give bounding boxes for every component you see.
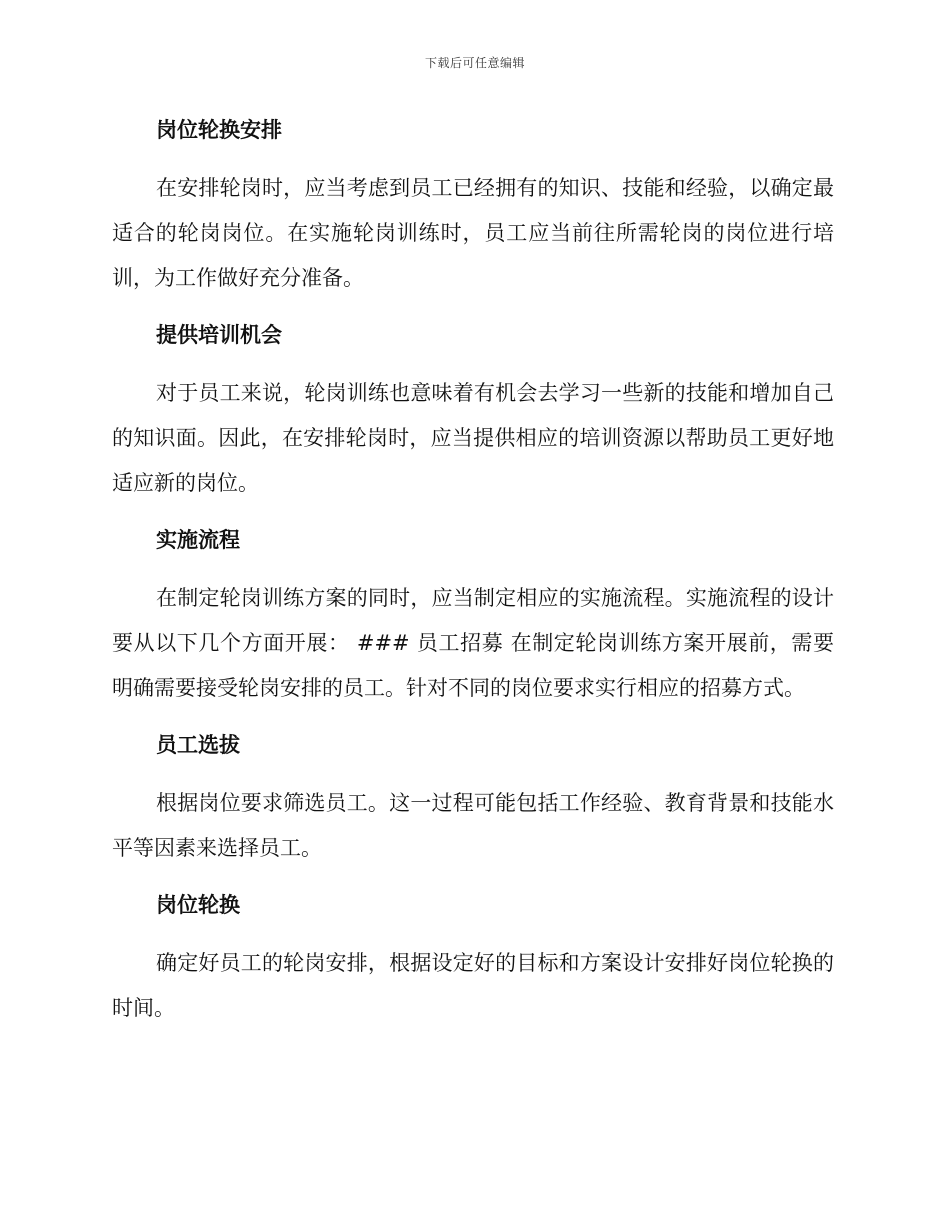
section-paragraph-training-opportunities: 对于员工来说，轮岗训练也意味着有机会去学习一些新的技能和增加自己的知识面。因此，在安排轮岗时，应当提供相应的培训资源以帮助员工更好地适应新的岗位。 bbox=[112, 381, 834, 495]
section-heading-employee-selection: 员工选拔 bbox=[156, 733, 240, 757]
section-paragraph-employee-selection: 根据岗位要求筛选员工。这一过程可能包括工作经验、教育背景和技能水平等因素来选择员工。 bbox=[112, 791, 834, 860]
section-paragraph-implementation-process: 在制定轮岗训练方案的同时，应当制定相应的实施流程。实施流程的设计要从以下几个方面开展： ### 员工招募 在制定轮岗训练方案开展前，需要明确需要接受轮岗安排的员工。针对不同的岗位要求实行相应的招募方式。 bbox=[112, 586, 834, 700]
document-body bbox=[112, 108, 834, 1043]
section-heading-job-rotation: 岗位轮换 bbox=[156, 893, 240, 917]
section-heading-training-opportunities: 提供培训机会 bbox=[156, 323, 282, 347]
page-header: 下载后可任意编辑 bbox=[424, 56, 525, 70]
section-paragraph-job-rotation: 确定好员工的轮岗安排，根据设定好的目标和方案设计安排好岗位轮换的时间。 bbox=[112, 951, 834, 1020]
section-paragraph-job-rotation-arrangement: 在安排轮岗时，应当考虑到员工已经拥有的知识、技能和经验，以确定最适合的轮岗岗位。在实施轮岗训练时，员工应当前往所需轮岗的岗位进行培训，为工作做好充分准备。 bbox=[112, 176, 834, 290]
section-heading-job-rotation-arrangement: 岗位轮换安排 bbox=[156, 118, 282, 142]
section-heading-implementation-process: 实施流程 bbox=[156, 528, 240, 552]
